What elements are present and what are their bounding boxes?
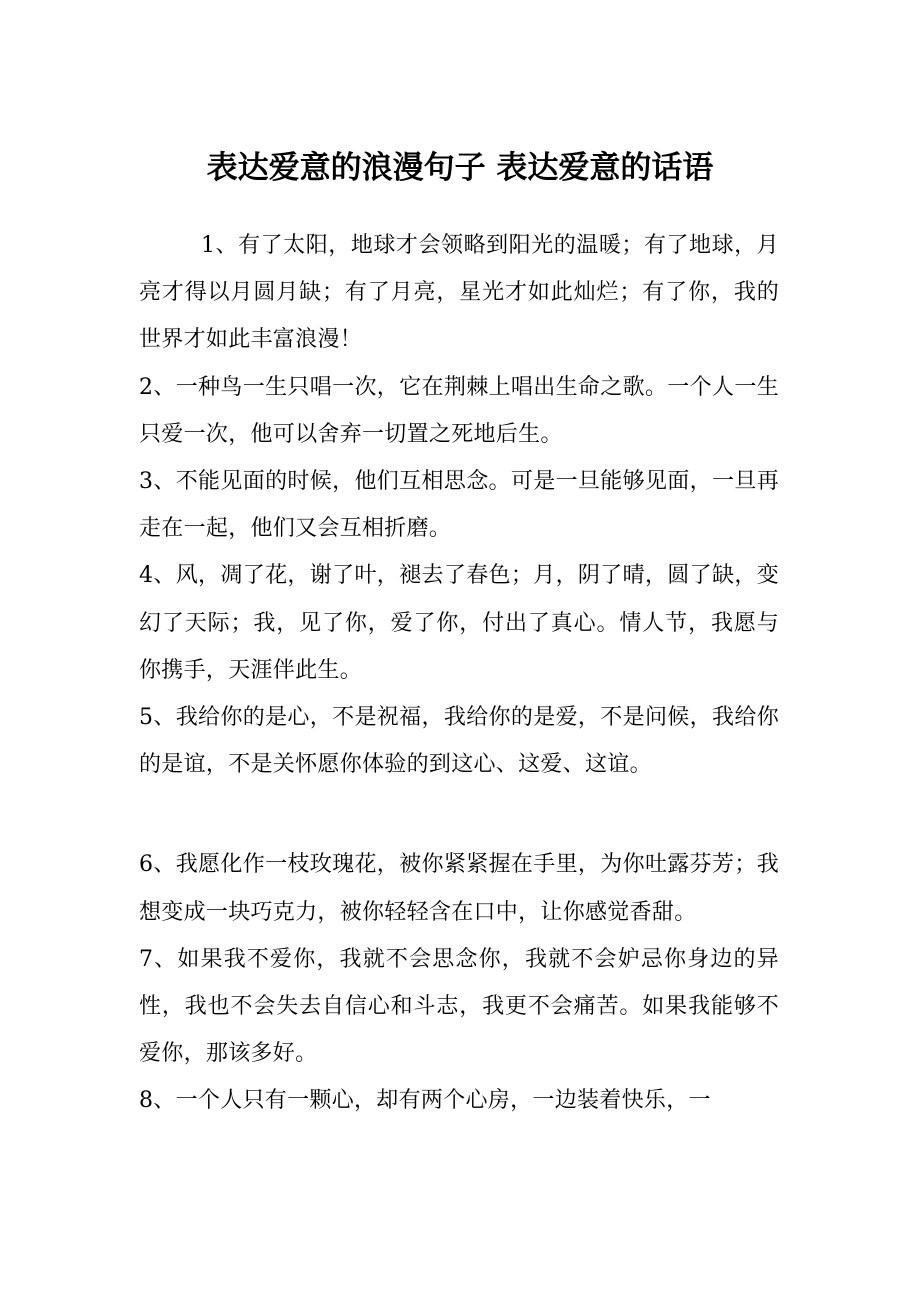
paragraph-6: 6、我愿化作一枝玫瑰花，被你紧紧握在手里，为你吐露芬芳；我想变成一块巧克力，被你轻轻含在口中，让你感觉香甜。 (139, 852, 779, 925)
paragraph-3: 3、不能见面的时候，他们互相思念。可是一旦能够见面，一旦再走在一起，他们又会互相折磨。 (139, 469, 779, 542)
document-body (139, 222, 779, 1125)
paragraph-1: 1、有了太阳，地球才会领略到阳光的温暖；有了地球，月亮才得以月圆月缺；有了月亮，星光才如此灿烂；有了你，我的世界才如此丰富浪漫！ (139, 233, 779, 353)
paragraph-7: 7、如果我不爱你，我就不会思念你，我就不会妒忌你身边的异性，我也不会失去自信心和斗志，我更不会痛苦。如果我能够不爱你，那该多好。 (139, 946, 779, 1067)
paragraph-5: 5、我给你的是心，不是祝福，我给你的是爱，不是问候，我给你的是谊，不是关怀愿你体验的到这心、这爱、这谊。 (139, 705, 779, 778)
paragraph-4: 4、风，凋了花，谢了叶，褪去了春色；月，阴了晴，圆了缺，变幻了天际；我，见了你，爱了你，付出了真心。情人节，我愿与你携手，天涯伴此生。 (139, 563, 779, 683)
document-title: 表达爱意的浪漫句子 表达爱意的话语 (206, 150, 714, 186)
paragraph-2: 2、一种鸟一生只唱一次，它在荆棘上唱出生命之歌。一个人一生只爱一次，他可以舍弃一切置之死地后生。 (139, 374, 779, 447)
paragraph-8: 8、一个人只有一颗心，却有两个心房，一边装着快乐，一 (139, 1088, 711, 1114)
